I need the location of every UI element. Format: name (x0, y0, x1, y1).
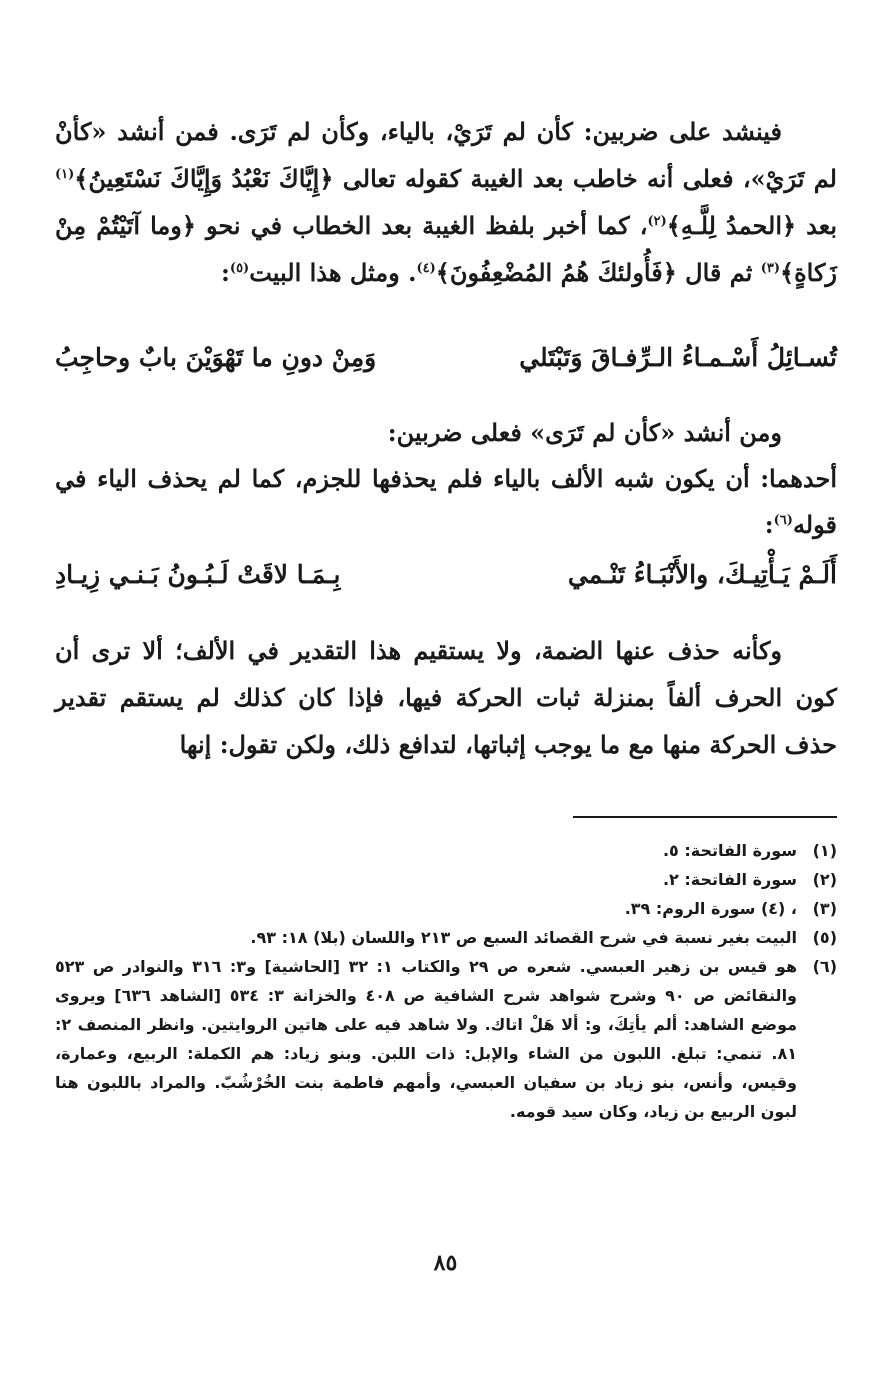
footnote-number: (٢) (812, 870, 837, 889)
footnote-divider (573, 816, 837, 818)
footnote-1 (55, 836, 837, 865)
footnote-number: (٥) (812, 928, 837, 947)
footnote-text: البيت بغير نسبة في شرح القصائد السبع ص ٢١٣ واللسان (بلا) ١٨: ٩٣. (250, 928, 797, 947)
footnote-ref-6: (٦) (773, 513, 793, 528)
verse-1 (55, 343, 837, 372)
paragraph-2-main: أحدهما: أن يكون شبه الألف بالياء فلم يحذفها للجزم، كما لم يحذف الياء في قوله$^{(٦)}$: (55, 464, 838, 539)
footnote-ref-3: (٣) (760, 261, 781, 276)
paragraph-1 (55, 108, 837, 296)
verse-1-first-hemistich: تُسـائِلُ أَسْـمـاءُ الـرِّفـاقَ وَتَبْتَلي (519, 343, 837, 372)
footnote-ref-2: (٢) (647, 214, 667, 229)
verse-2 (55, 560, 837, 589)
footnote-number: (٣) (812, 899, 837, 918)
verse-1-second-hemistich: وَمِنْ دونِ ما تَهْوَيْنَ بابٌ وحاجِبُ (55, 343, 377, 372)
paragraph-2 (55, 410, 837, 548)
footnote-ref-5: (٥) (229, 261, 250, 276)
verse-2-first-hemistich: أَلَـمْ يَـأْتِيـكَ، والأَنْبَـاءُ تَنْـمي (567, 560, 837, 589)
footnote-text: هو قيس بن زهير العبسي. شعره ص ٢٩ والكتاب ١: ٣٢ [الحاشية] و٣: ٣١٦ والنوادر ص ٥٢٣ والنقائض ص ٩٠ وشرح شواهد شرح الشافية ص ٤٠٨ والخزانة ٣: ٥٣٤ [الشاهد ٦٣٦] ويروى موضع الشاهد: ألم يأتِكَ، و: ألا هَلْ اتاك. ولا شاهد فيه على هاتين الروايتين. وانظر المنصف ٢: ٨١. تنمي: تبلغ. اللبون من الشاء والإبل: ذات اللبن. وبنو زياد: هم الكملة: الربيع، وعمارة، وقيس، وأنس، بنو زياد بن سفيان العبسي، وأمهم فاطمة بنت الخُرْشُبّ. والمراد باللبون هنا لبون الربيع بن زياد، وكان سيد قومه. (55, 957, 798, 1121)
paragraph-1-text: فينشد على ضربين: كأن لم تَرَيْ، بالياء، وكأن لم تَرَى. فمن أنشد «كأنْ لم تَرَيْ»، فعلى أنه خاطب بعد الغيبة كقوله تعالى ﴿إِيَّاكَ نَعْبُدُ وَإِيَّاكَ نَسْتَعِينُ﴾$^{(١)}$ بعد ﴿الحمدُ لِلَّـهِ﴾$^{(٢)}$، كما أخبر بلفظ الغيبة بعد الخطاب في نحو ﴿وما آتَيْتُمْ مِنْ زَكاةٍ﴾$^{(٣)}$ ثم قال ﴿فَأُولئكَ هُمُ المُضْعِفُونَ﴾$^{(٤)}$. ومثل هذا البيت$^{(٥)}$: (55, 117, 837, 287)
footnote-text: سورة الفاتحة: ٢. (662, 870, 797, 889)
footnote-number: (١) (812, 841, 837, 860)
footnote-text: ، (٤) سورة الروم: ٣٩. (624, 899, 797, 918)
page-number: ٨٥ (433, 1250, 458, 1276)
footnote-5 (55, 923, 837, 952)
footnote-3 (55, 894, 837, 923)
footnote-6 (55, 952, 837, 1126)
footnote-number: (٦) (812, 957, 837, 976)
paragraph-2-intro: ومن أنشد «كأن لم تَرَى» فعلى ضربين: (387, 418, 782, 447)
footnotes (55, 836, 837, 1126)
paragraph-3-text: وكأنه حذف عنها الضمة، ولا يستقيم هذا التقدير في الألف؛ ألا ترى أن كون الحرف ألفاً بمنزلة ثبات الحركة فيها، فإذا كان كذلك لم يستقم تقدير حذف الحركة منها مع ما يوجب إثباتها، لتدافع ذلك، ولكن تقول: إنها (55, 636, 837, 759)
footnote-ref-4: (٤) (416, 261, 436, 276)
paragraph-3 (55, 627, 837, 768)
footnote-2 (55, 865, 837, 894)
verse-2-second-hemistich: بِـمَـا لاقَتْ لَـبُـونُ بَـنـي زِيـادِ (55, 560, 341, 589)
footnote-text: سورة الفاتحة: ٥. (662, 841, 797, 860)
footnote-ref-1: (١) (55, 167, 75, 182)
